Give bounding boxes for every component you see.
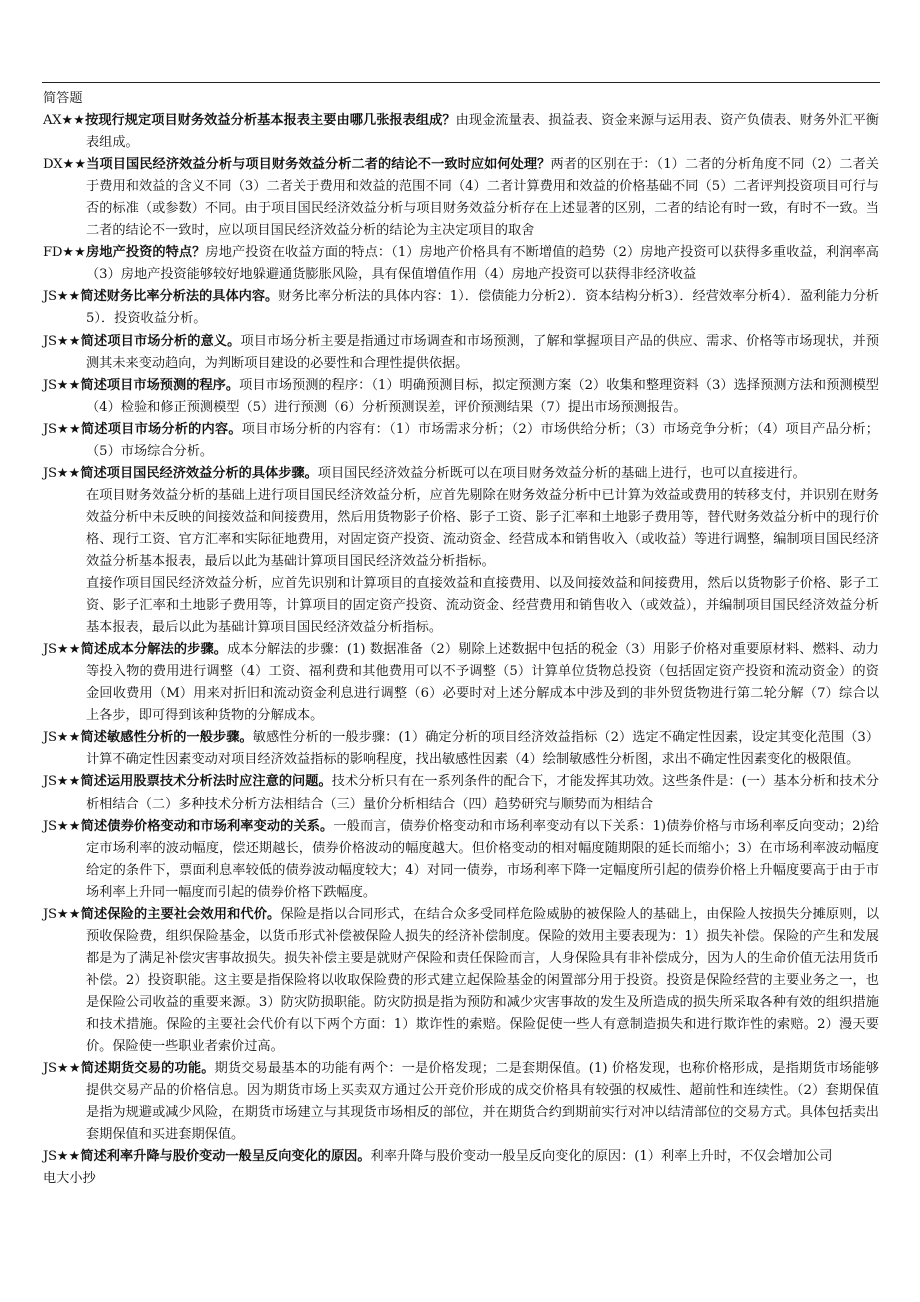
star-rating: ★★ <box>56 730 81 746</box>
question-text: 简述项目市场分析的内容。 <box>81 421 242 437</box>
star-rating: ★★ <box>56 377 81 393</box>
qa-item <box>43 242 879 286</box>
qa-item <box>43 463 879 485</box>
answer-text: 保险是指以合同形式，在结合众多受同样危险威胁的被保险人的基础上，由保险人按损失分摊原则，以预收保险费，组织保险基金，以货币形式补偿被保险人损失的经济补偿制度。保险的效用主要表现为：1）损失补偿。保险的产生和发展都是为了满足补偿灾害事故损失。损失补偿主要是就财产保险和责任保险而言，人身保险具有非补偿成分，因为人的生命价值无法用货币补偿。2）投资职能。这主要是指保险将以收取保险费的形式建立起保险基金的闲置部分用于投资。投资是保险经营的主要业务之一，也是保险公司收益的重要来源。3）防灾防损职能。防灾防损是指为预防和减少灾害事故的发生及所造成的损失所采取各种有效的组织措施和技术措施。保险的主要社会代价有以下两个方面：1）欺诈性的索赔。保险促使一些人有意制造损失和进行欺诈性的索赔。2）漫天要价。保险使一些职业者索价过高。 <box>86 906 879 1055</box>
answer-text: 项目市场分析的内容有：（1）市场需求分析；（2）市场供给分析；（3）市场竞争分析；（4）项目产品分析；（5）市场综合分析。 <box>86 421 879 459</box>
star-rating: ★★ <box>56 906 81 922</box>
qa-item <box>43 816 879 904</box>
qa-item <box>43 331 879 375</box>
answer-text: 项目市场预测的程序：（1）明确预测目标，拟定预测方案（2）收集和整理资料（3）选择预测方法和预测模型（4）检验和修正预测模型（5）进行预测（6）分析预测误差，评价预测结果（7）提出市场预测报告。 <box>86 377 879 415</box>
qa-item <box>43 1058 879 1146</box>
question-text: 简述债券价格变动和市场利率变动的关系。 <box>80 818 334 834</box>
answer-text: 两者的区别在于：（1）二者的分析角度不同（2）二者关于费用和效益的含义不同（3）二者关于费用和效益的范围不同（4）二者计算费用和效益的价格基础不同（5）二者评判投资项目可行与否的标准（或参数）不同。由于项目国民经济效益分析与项目财务效益分析存在上述显著的区别，二者的结论有时一致，有时不一致。当二者的结论不一致时，应以项目国民经济效益分析的结论为主决定项目的取舍 <box>86 157 879 239</box>
qa-item <box>43 154 879 242</box>
body-paragraph: 直接作项目国民经济效益分析，应首先识别和计算项目的直接效益和直接费用、以及间接效益和间接费用，然后以货物影子价格、影子工资、影子汇率和土地影子费用等，计算项目的固定资产投资、流动资金、经营费用和销售收入（或效益），并编制项目国民经济效益分析基本报表，最后以此为基础计算项目国民经济效益分析指标。 <box>86 576 879 636</box>
item-code: JS <box>43 730 57 746</box>
qa-item <box>43 419 879 463</box>
section-title: 简答题 <box>43 91 83 106</box>
star-rating: ★★ <box>56 289 81 305</box>
question-text: 简述保险的主要社会效用和代价。 <box>80 906 281 922</box>
question-text: 简述项目市场分析的意义。 <box>80 333 241 349</box>
item-code: JS <box>43 289 57 305</box>
answer-text: 利率升降与股价变动一般呈反向变化的原因：(1）利率上升时，不仅会增加公司 <box>370 1149 833 1165</box>
item-code: JS <box>43 465 57 481</box>
star-rating: ★★ <box>56 818 81 834</box>
footer-text: 电大小抄 <box>43 1171 96 1187</box>
star-rating: ★★ <box>56 421 81 437</box>
qa-item <box>43 639 879 727</box>
qa-item <box>43 727 879 771</box>
question-text: 简述项目国民经济效益分析的具体步骤。 <box>80 465 318 481</box>
answer-text: 财务比率分析法的具体内容：1）．偿债能力分析2）．资本结构分析3）．经营效率分析4）．盈利能力分析5）．投资收益分析。 <box>86 289 879 327</box>
question-text: 简述运用股票技术分析法时应注意的问题。 <box>80 774 332 790</box>
item-code: AX <box>43 113 62 129</box>
item-code: JS <box>43 377 57 393</box>
qa-item <box>43 771 879 815</box>
answer-text: 敏感性分析的一般步骤：(1）确定分析的项目经济效益指标（2）选定不确定性因素，设定其变化范围（3）计算不确定性因素变动对项目经济效益指标的影响程度，找出敏感性因素（4）绘制敏感性分析图，求出不确定性因素变化的极限值。 <box>86 730 880 768</box>
question-text: 简述成本分解法的步骤。 <box>80 642 228 658</box>
star-rating: ★★ <box>56 1149 81 1165</box>
answer-text: 房地产投资在收益方面的特点：（1）房地产价格具有不断增值的趋势（2）房地产投资可以获得多重收益，利润率高（3）房地产投资能够较好地躲避通货膨胀风险，具有保值增值作用（4）房地产投资可以获得非经济收益 <box>86 245 879 283</box>
answer-text: 技术分析只有在一系列条件的配合下，才能发挥其功效。这些条件是：(一）基本分析和技术分析相结合（二）多种技术分析方法相结合（三）量价分析相结合（四）趋势研究与顺势而为相结合 <box>86 774 879 812</box>
item-code: JS <box>43 1149 57 1165</box>
answer-text: 成本分解法的步骤：(1) 数据准备（2）剔除上述数据中包括的税金（3）用影子价格对重要原材料、燃料、动力等投入物的费用进行调整（4）工资、福利费和其他费用可以不予调整（5）计算单位货物总投资（包括固定资产投资和流动资金）的资金回收费用（M）用来对折旧和流动资金利息进行调整（6）必要时对上述分解成本中涉及到的非外贸货物进行第二轮分解（7）综合以上各步，即可得到该种货物的分解成本。 <box>86 642 879 724</box>
item-code: JS <box>43 642 57 658</box>
star-rating: ★★ <box>62 245 87 261</box>
item-code: DX <box>43 157 63 173</box>
item-code: JS <box>43 333 57 349</box>
item-code: JS <box>43 906 57 922</box>
star-rating: ★★ <box>56 333 81 349</box>
qa-item <box>43 375 879 419</box>
item-code: JS <box>43 1061 57 1077</box>
item-code: JS <box>43 421 57 437</box>
star-rating: ★★ <box>56 465 81 481</box>
answer-text: 项目国民经济效益分析既可以在项目财务效益分析的基础上进行，也可以直接进行。 <box>317 465 806 481</box>
item-code: JS <box>43 774 57 790</box>
qa-list-continued <box>43 639 879 1168</box>
qa-item <box>43 110 879 154</box>
document-body <box>43 88 879 1190</box>
answer-text: 项目市场分析主要是指通过市场调查和市场预测，了解和掌握项目产品的供应、需求、价格等市场现状，并预测其未来变动趋向，为判断项目建设的必要性和合理性提供依据。 <box>86 333 880 371</box>
question-text: 当项目国民经济效益分析与项目财务效益分析二者的结论不一致时应如何处理？ <box>86 157 551 173</box>
question-text: 简述敏感性分析的一般步骤。 <box>80 730 253 746</box>
star-rating: ★★ <box>56 642 81 658</box>
answer-text: 期货交易最基本的功能有两个：一是价格发现；二是套期保值。(1) 价格发现，也称价格形成，是指期货市场能够提供交易产品的价格信息。因为期货市场上买卖双方通过公开竞价形成的成交价格具有较强的权威性、超前性和连续性。（2）套期保值是指为规避或减少风险，在期货市场建立与其现货市场相反的部位，并在期货合约到期前实行对冲以结清部位的交易方式。具体包括卖出套期保值和买进套期保值。 <box>86 1061 879 1143</box>
qa-list <box>43 110 879 485</box>
item-code: FD <box>43 245 63 261</box>
question-text: 房地产投资的特点？ <box>86 245 206 261</box>
qa-item <box>43 286 879 330</box>
question-text: 简述期货交易的功能。 <box>80 1061 215 1077</box>
paragraph-list <box>43 485 879 639</box>
answer-text: 一般而言，债券价格变动和市场利率变动有以下关系：1)债券价格与市场利率反向变动；2)给定市场利率的波动幅度，偿还期越长，债券价格波动的幅度越大。但价格变动的相对幅度随期限的延长而缩小；3）在市场利率波动幅度给定的条件下，票面利息率较低的债券波动幅度较大；4）对同一债券，市场利率下降一定幅度所引起的债券价格上升幅度要高于由于市场利率上升同一幅度而引起的债券价格下跌幅度。 <box>86 818 879 900</box>
answer-text: 由现金流量表、损益表、资金来源与运用表、资产负债表、财务外汇平衡表组成。 <box>86 113 879 151</box>
star-rating: ★★ <box>56 1061 81 1077</box>
top-divider <box>42 82 880 83</box>
question-text: 按现行规定项目财务效益分析基本报表主要由哪几张报表组成？ <box>85 113 456 129</box>
qa-item <box>43 904 879 1058</box>
question-text: 简述财务比率分析法的具体内容。 <box>80 289 279 305</box>
star-rating: ★★ <box>61 113 86 129</box>
qa-item <box>43 1146 879 1168</box>
question-text: 简述利率升降与股价变动一般呈反向变化的原因。 <box>80 1149 371 1165</box>
star-rating: ★★ <box>56 774 81 790</box>
body-paragraph: 在项目财务效益分析的基础上进行项目国民经济效益分析，应首先剔除在财务效益分析中已计算为效益或费用的转移支付，并识别在财务效益分析中未反映的间接效益和间接费用，然后用货物影子价格、影子工资、影子汇率和土地影子费用等，替代财务效益分析中的现行价格、现行工资、官方汇率和实际征地费用，对固定资产投资、流动资金、经营成本和销售收入（或收益）等进行调整，编制项目国民经济效益分析基本报表，最后以此为基础计算项目国民经济效益分析指标。 <box>86 487 879 569</box>
star-rating: ★★ <box>62 157 87 173</box>
item-code: JS <box>43 818 57 834</box>
question-text: 简述项目市场预测的程序。 <box>80 377 240 393</box>
